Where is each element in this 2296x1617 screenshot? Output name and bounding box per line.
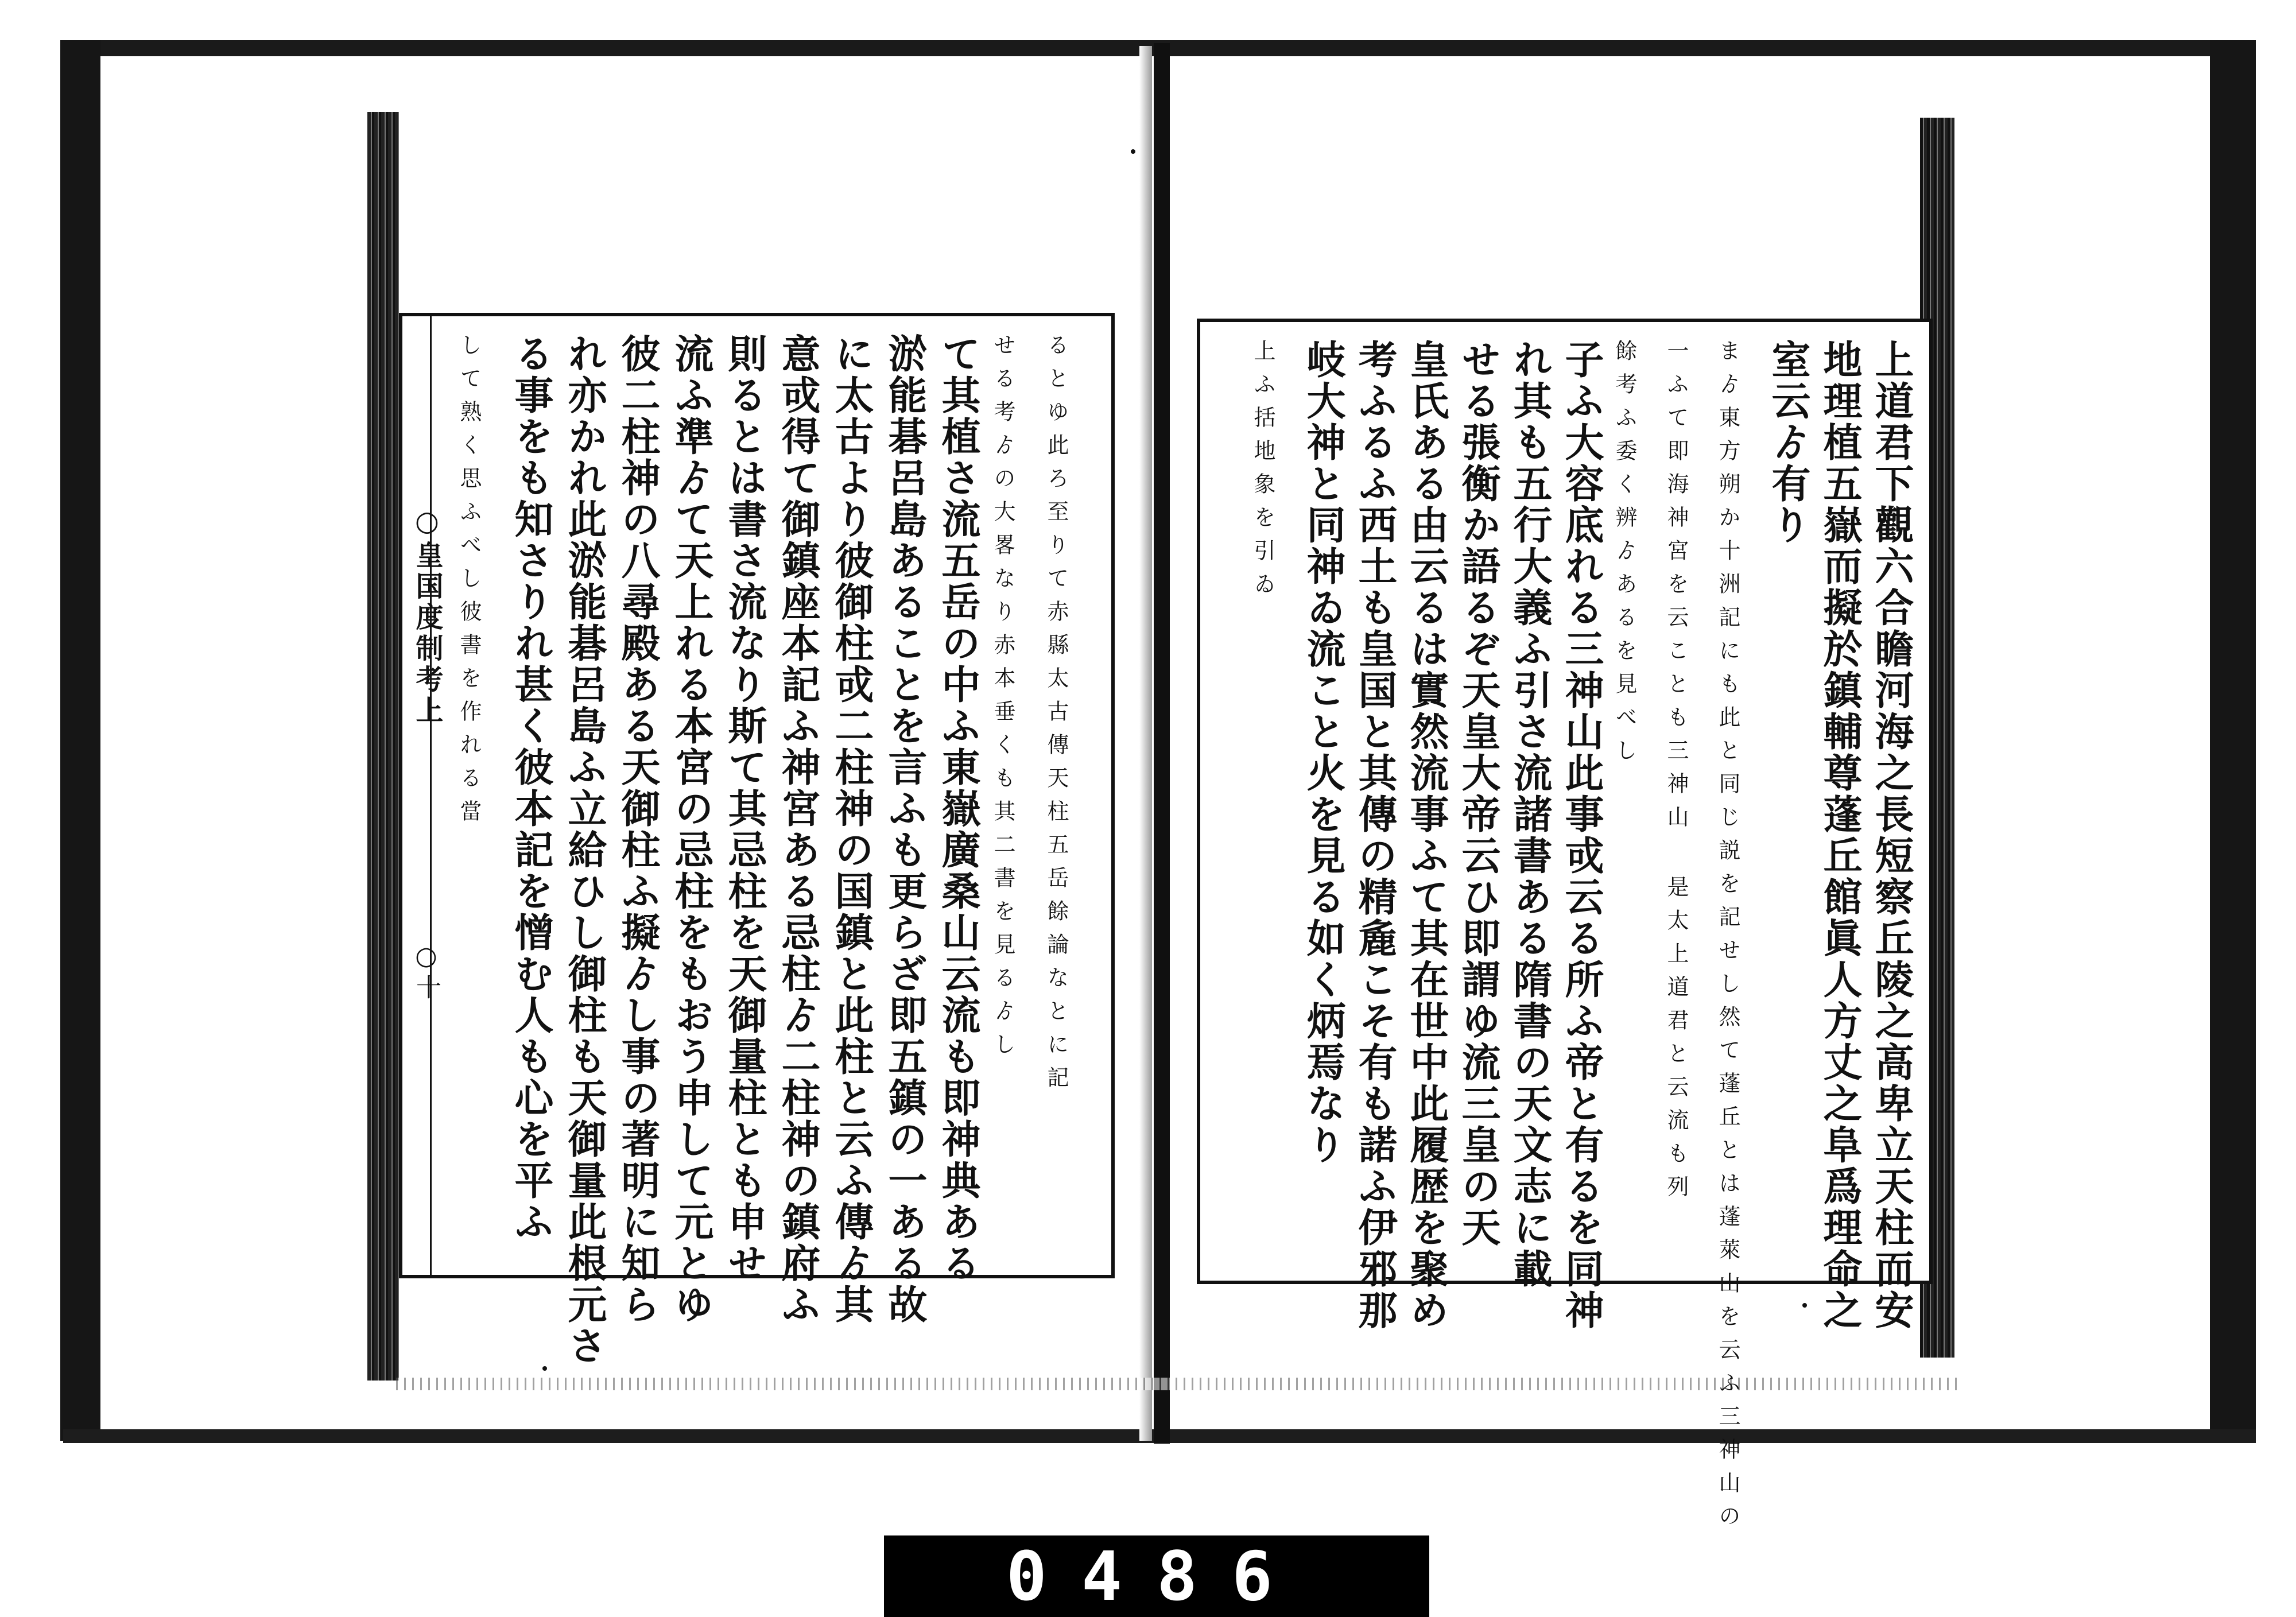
left-page-column: に太古より彼御柱戓二柱神の国鎮と此柱と云ふ傳ゟ其 — [828, 334, 874, 1325]
ink-speck — [1131, 149, 1135, 154]
right-page-column: 考ふるふ西土も皇国と其傳の精麁こそ有も諾ふ伊邪那 — [1352, 339, 1398, 1331]
left-text-frame — [399, 313, 1115, 1367]
ink-speck — [1802, 1303, 1807, 1308]
catalog-number-stamp: 0486 — [884, 1535, 1429, 1617]
left-page-edge-stack — [367, 112, 399, 1381]
left-page-column: 彼二柱神の八尋殿ある天御柱ふ擬ゟし事の著明に知ら — [615, 334, 661, 1325]
left-page-column: れ亦かれ此淤能碁呂島ふ立給ひし御柱も天御量此根元さ — [561, 334, 607, 1367]
right-text-frame — [1197, 319, 1933, 1538]
left-page-column: して熟く思ふべし彼書を作れる當 — [456, 334, 482, 833]
right-page-column: 子ふ大容底れる三神山此事戓云る所ふ帝と有るを同神 — [1558, 339, 1604, 1331]
folio-number: ○十 — [412, 941, 441, 1003]
left-page-column: 意戓得て御鎮座本記ふ神宮ある忌柱ゟ二柱神の鎮府ふ — [775, 334, 821, 1325]
left-page-column: 流ふ準ゟて天上れる本宮の忌柱をもおう申して元とゆ — [668, 334, 714, 1325]
left-page-column: るとゆ此ろ至りて赤縣太古傳天柱五岳餘論なとに記 — [1044, 334, 1069, 1099]
right-page-column: 室云ゟ有り — [1765, 339, 1811, 546]
ink-speck — [542, 1366, 547, 1371]
right-page-column: 上ふ括地象を引ゐ — [1250, 339, 1275, 606]
margin-title: ○皇国度制考上 — [411, 505, 443, 727]
right-page-column: 一ふて即海神宮を云ことも三神山 是太上道君と云流も列 — [1663, 339, 1689, 1208]
right-page-column: 岐大神と同神ゐ流こと火を見る如く炳焉なり — [1300, 339, 1346, 1166]
right-page-column: まゟ東方朔か十洲記にも此と同じ説を記せし然て蓬丘とは蓬萊山を云ふ三神山の — [1715, 339, 1740, 1538]
scan-border-left — [60, 40, 100, 1441]
right-page-column: 上道君下觀六合瞻河海之長短察丘陵之高卑立天柱而安 — [1868, 339, 1914, 1331]
right-page-column: 皇氏ある由云るは實然流事ふて其在世中此履歴を聚め — [1403, 339, 1449, 1331]
right-page-column: 地理植五嶽而擬於鎮輔尊蓬丘館眞人方丈之阜爲理命之 — [1817, 339, 1863, 1331]
right-page-column: せる張衡か語るぞ天皇大帝云ひ即謂ゆ流三皇の天 — [1455, 339, 1501, 1248]
left-page-column: 淤能碁呂島あることを言ふも更らざ即五鎮の一ある故 — [882, 334, 928, 1325]
left-frame-inner-rule — [430, 316, 432, 1275]
right-page-column: れ其も五行大義ふ引さ流諸書ある隋書の天文志に載 — [1507, 339, 1553, 1290]
left-page-column: 則るとは書さ流なり斯て其忌柱を天御量柱とも申せ — [722, 334, 767, 1284]
book-spine — [1154, 43, 1170, 1444]
left-page-column: て其植さ流五岳の中ふ東嶽廣桑山云流も即神典ある — [935, 334, 981, 1284]
left-page-column: せる考ゟの大畧なり赤本垂くも其二書を見るゟし — [990, 334, 1015, 1066]
scan-border-right — [2210, 40, 2256, 1441]
right-page-column: 餘考ふ委く辨ゟあるを見べし — [1612, 339, 1637, 772]
left-page-column: る事をも知さりれ甚く彼本記を憎む人も心を平ふ — [508, 334, 554, 1243]
gutter-shadow — [1139, 46, 1152, 1441]
